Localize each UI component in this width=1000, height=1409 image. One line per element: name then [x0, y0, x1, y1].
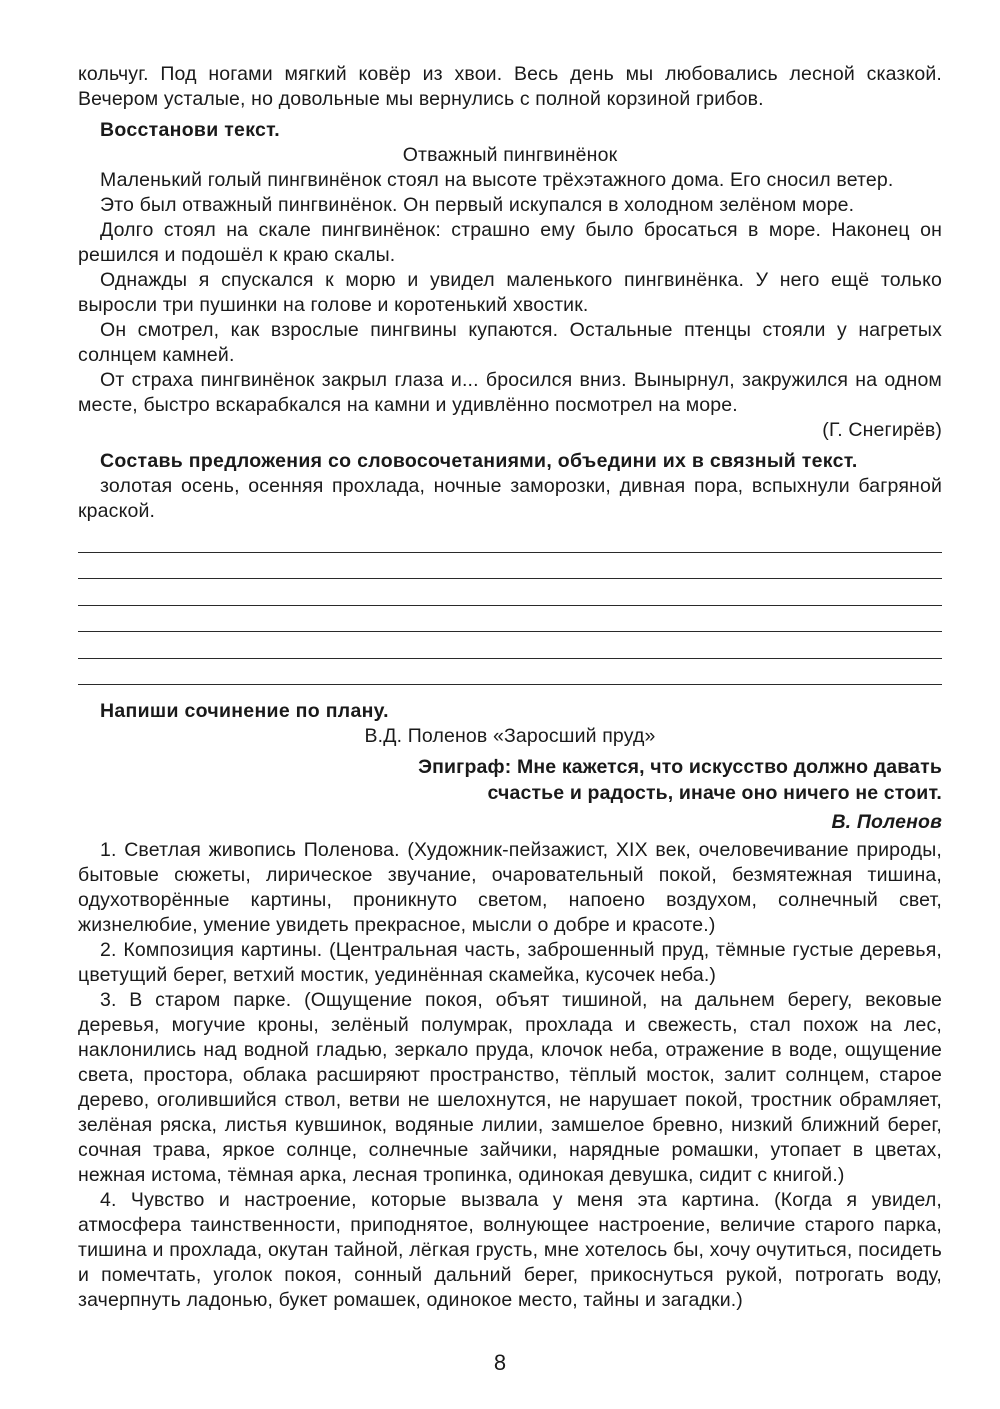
task2-phrases: золотая осень, осенняя прохлада, ночные заморозки, дивная пора, вспыхнули багряной краской. [78, 475, 942, 522]
writing-line[interactable] [78, 632, 942, 659]
task2-heading: Составь предложения со словосочетаниями, объедини их в связный текст. [100, 450, 858, 472]
writing-line[interactable] [78, 659, 942, 686]
page-number: 8 [493, 1350, 507, 1375]
painting-title: В.Д. Поленов «Заросший пруд» [364, 725, 656, 747]
writing-line[interactable] [78, 579, 942, 606]
story-paragraph: Долго стоял на скале пингвинёнок: страшно ему было бросаться в море. Наконец он решился и подошёл к краю скалы. [78, 219, 942, 266]
story-paragraph: От страха пингвинёнок закрыл глаза и... бросился вниз. Вынырнул, закружился на одном месте, быстро вскарабкался на камни и удивлённо посмотрел на море. [78, 369, 942, 416]
story-author: (Г. Снегирёв) [822, 419, 942, 441]
writing-line[interactable] [78, 606, 942, 633]
plan-item: 3. В старом парке. (Ощущение покоя, объят тишиной, на дальнем берегу, вековые деревья, могучие кроны, зелёный полумрак, прохлада и свежесть, стал похож на лес, наклонились над водной гладью, зеркало пруда, клочок неба, отражение в воде, ощущение света, простора, облака расширяют пространство, тёплый мосток, залит солнцем, старое дерево, оголившийся ствол, ветви не шелохнутся, не нарушает покой, тростник обрамляет, зелёная ряска, листья кувшинок, водяные лилии, замшелое бревно, низкий ближний берег, сочная трава, яркое солнце, солнечные зайчики, нарядные ромашки, утопает в цветах, нежная истома, тёмная арка, лесная тропинка, одинокая девушка, сидит с книгой.) [78, 989, 942, 1186]
epigraph-line2: счастье и радость, иначе оно ничего не стоит. [487, 782, 942, 804]
epigraph-author: В. Поленов [831, 811, 942, 833]
plan-item: 2. Композиция картины. (Центральная часть, заброшенный пруд, тёмные густые деревья, цветущий берег, ветхий мостик, уединённая скамейка, кусочек неба.) [78, 939, 942, 986]
page-content [78, 62, 942, 1313]
writing-line[interactable] [78, 526, 942, 553]
epigraph-text: Мне кажется, что искусство должно давать [516, 756, 942, 778]
task1-heading: Восстанови текст. [100, 119, 280, 141]
plan-item: 1. Светлая живопись Поленова. (Художник-пейзажист, XIX век, очеловечивание природы, бытовые сюжеты, лирическое звучание, очаровательный покой, безмятежная тишина, одухотворённые картины, проникнуто светом, напоено воздухом, солнечный свет, жизнелюбие, умение увидеть прекрасное, мысли о добре и красоте.) [78, 839, 942, 936]
story-paragraph: Маленький голый пингвинёнок стоял на высоте трёхэтажного дома. Его сносил ветер. [100, 169, 894, 191]
story-paragraph: Он смотрел, как взрослые пингвины купаются. Остальные птенцы стояли у нагретых солнцем камней. [78, 319, 942, 366]
task3-heading: Напиши сочинение по плану. [100, 700, 389, 722]
story-title: Отважный пингвинёнок [402, 144, 618, 166]
story-paragraph: Однажды я спускался к морю и увидел маленького пингвинёнка. У него ещё только выросли три пушинки на голове и коротенький хвостик. [78, 269, 942, 316]
epigraph-line1 [78, 754, 942, 780]
writing-line[interactable] [78, 553, 942, 580]
epigraph-label: Эпиграф: [418, 756, 512, 778]
writing-lines [78, 526, 942, 685]
intro-paragraph: кольчуг. Под ногами мягкий ковёр из хвои. Весь день мы любовались лесной сказкой. Вечером усталые, но довольные мы вернулись с полной корзиной грибов. [78, 63, 942, 110]
plan-item: 4. Чувство и настроение, которые вызвала у меня эта картина. (Когда я увидел, атмосфера таинственности, приподнятое, волнующее настроение, величие старого парка, тишина и прохлада, окутан тайной, лёгкая грусть, мне хотелось бы, хочу очутиться, посидеть и помечтать, уголок покоя, сонный дальний берег, прикоснуться рукой, потрогать воду, зачерпнуть ладонью, букет ромашек, одинокое место, тайны и загадки.) [78, 1189, 942, 1311]
story-paragraph: Это был отважный пингвинёнок. Он первый искупался в холодном зелёном море. [100, 194, 855, 216]
